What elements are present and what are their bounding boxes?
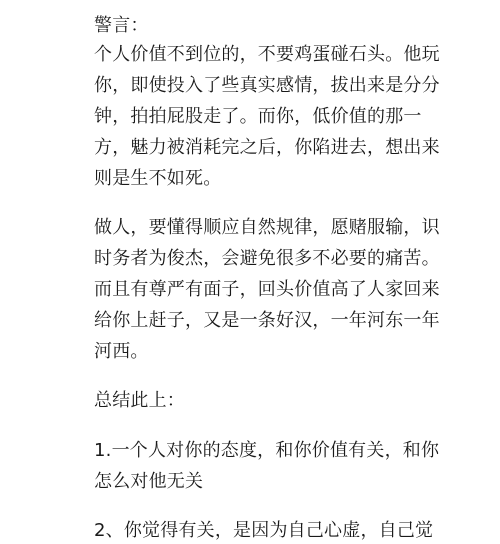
paragraph1-line: 你，即使投入了些真实感情，拔出来是分分	[94, 75, 440, 96]
paragraph2-line: 河西。	[94, 341, 149, 362]
paragraph2-line: 做人，要懂得顺应自然规律，愿赌服输，识	[94, 217, 440, 238]
paragraph2-line: 时务者为俊杰，会避免很多不必要的痛苦。	[94, 248, 440, 269]
paragraph1-line: 则是生不如死。	[94, 168, 222, 189]
point1-line: 1.一个人对你的态度，和你价值有关，和你	[94, 440, 440, 461]
paragraph1-line: 个人价值不到位的，不要鸡蛋碰石头。他玩	[94, 44, 440, 65]
heading: 警言：	[94, 15, 149, 36]
paragraph1-line: 钟，拍拍屁股走了。而你，低价值的那一	[94, 106, 422, 127]
point2-line: 2、你觉得有关，是因为自己心虚，自己觉	[94, 520, 434, 541]
paragraph1-line: 方，魅力被消耗完之后，你陷进去，想出来	[94, 137, 440, 158]
point1-line: 怎么对他无关	[94, 471, 204, 492]
summary-heading: 总结此上：	[94, 390, 185, 411]
paragraph2-line: 给你上赶子，又是一条好汉，一年河东一年	[94, 310, 440, 331]
paragraph2-line: 而且有尊严有面子，回头价值高了人家回来	[94, 279, 440, 300]
